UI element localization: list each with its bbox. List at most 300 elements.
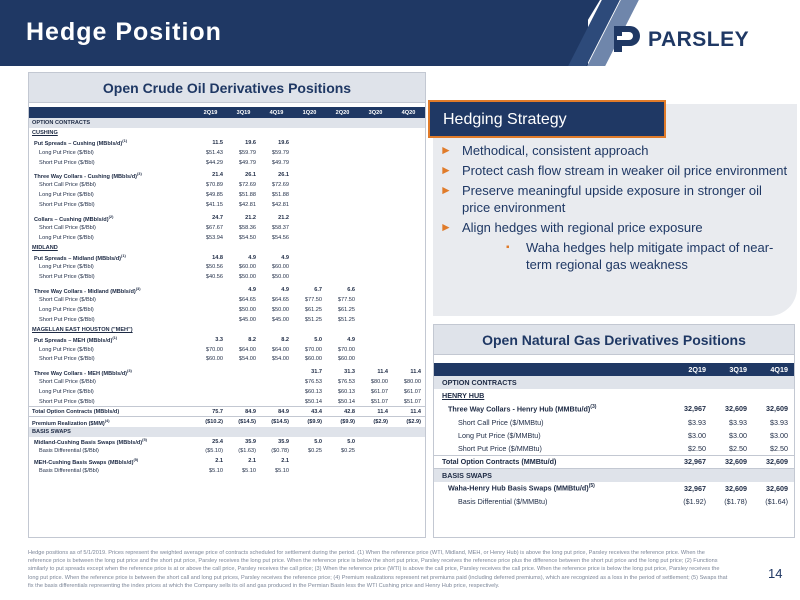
table-cell: $2.50 [688,443,706,453]
table-cell: $60.00 [304,356,322,363]
table-cell: 35.9 [245,438,256,445]
table-cell [392,305,425,315]
table-cell [359,158,392,168]
table-cell [392,295,425,305]
footnote-marker: (1) [121,253,126,259]
table-row [29,377,425,387]
square-bullet-icon: ▪ [506,242,510,253]
column-header: 4Q19 [753,363,794,376]
table-cell [359,354,392,364]
table-row [29,354,425,364]
crude-oil-panel [28,72,426,538]
table-row [29,262,425,272]
footnote-marker: (3) [135,285,141,291]
table-cell: 2.1 [281,458,289,465]
table-cell: 32,967 [671,455,712,468]
table-row [29,417,425,427]
table-cell: 24.7 [212,214,223,221]
table-cell: $59.79 [271,149,289,156]
table-cell: $2.50 [770,443,788,453]
row-label [29,148,194,158]
table-cell: 21.2 [278,214,289,221]
table-cell [194,305,227,315]
table-cell: $64.65 [238,297,256,304]
table-cell: 32,609 [766,483,788,493]
table-cell [293,138,326,148]
table-row [29,345,425,355]
table-cell: 5.0 [314,438,322,445]
table-cell: $49.79 [238,159,256,166]
table-cell: ($9.9) [293,417,326,427]
row-label [29,213,194,223]
table-row [29,190,425,200]
footnote-marker: (5) [588,483,595,490]
table-cell: $50.14 [337,398,355,405]
table-cell: 31.3 [344,369,355,376]
table-cell [359,335,392,345]
table-row [434,416,794,429]
table-cell: $61.25 [337,306,355,313]
table-row [29,170,425,180]
table-cell [392,466,425,476]
table-cell: $40.56 [205,274,223,281]
table-cell: 32,609 [753,455,794,468]
table-cell: $50.00 [238,306,256,313]
row-label-text: Long Put Price ($/Bbl) [39,306,94,313]
logo-wordmark: PARSLEY [648,28,750,51]
row-label-text: MIDLAND [32,244,58,251]
table-cell: 21.2 [245,214,256,221]
crude-oil-table [29,107,425,476]
table-cell [392,345,425,355]
table-row [434,482,794,495]
table-cell [392,456,425,466]
footnote-marker: (5) [133,456,139,462]
table-row [29,253,425,263]
table-cell: $61.25 [304,306,322,313]
table-row [29,128,425,138]
table-cell: $3.93 [688,417,706,427]
table-cell: $45.00 [238,316,256,323]
table-cell: $5.10 [209,468,223,475]
table-cell [392,213,425,223]
table-cell: $2.50 [729,443,747,453]
row-label [434,376,794,389]
table-cell [326,262,359,272]
row-label [29,138,194,148]
table-cell: $64.00 [271,346,289,353]
table-cell: 4.9 [281,254,289,261]
table-cell: 11.4 [377,369,388,376]
table-cell [359,253,392,263]
row-label-text: OPTION CONTRACTS [32,119,91,126]
table-cell [293,253,326,263]
table-cell [392,158,425,168]
row-label-text: Three Way Collars - Henry Hub (MMBtu/d) [448,404,591,414]
strategy-bullet [440,142,788,159]
table-cell: $3.93 [729,417,747,427]
row-label-text: Basis Differential ($/Bbl) [39,448,99,455]
footnote-marker: (3) [136,170,142,176]
table-cell [293,158,326,168]
table-cell: $50.00 [271,306,289,313]
table-row [29,367,425,377]
table-cell: $50.14 [304,398,322,405]
row-label-text: Waha-Henry Hub Basis Swaps (MMBtu/d) [448,483,589,493]
table-row [29,466,425,476]
table-cell: 4.9 [248,287,256,294]
table-cell [359,262,392,272]
table-cell: 11.4 [410,369,421,376]
column-header: 4Q19 [260,107,293,118]
table-cell: 5.0 [347,438,355,445]
gas-header-row [434,363,794,376]
table-row [29,272,425,282]
row-label-text: MEH-Cushing Basis Swaps (MBbls/d) [34,459,134,466]
table-cell: ($10.2) [194,417,227,427]
row-label [29,233,194,243]
natural-gas-table [434,363,794,508]
table-row [29,180,425,190]
column-header: 2Q20 [326,107,359,118]
page-title: Hedge Position [26,18,222,46]
table-cell: 32,967 [684,483,706,493]
table-cell: $64.00 [238,346,256,353]
table-cell [227,377,260,387]
table-row [29,138,425,148]
table-cell: 26.1 [245,172,256,179]
table-cell: $60.00 [238,264,256,271]
table-cell: 5.0 [314,336,322,343]
table-cell [392,262,425,272]
row-label [29,315,194,325]
table-cell: $51.43 [205,149,223,156]
row-label-text: Short Put Price ($/Bbl) [39,316,95,323]
table-cell: $3.00 [688,430,706,440]
column-header: 3Q19 [712,363,753,376]
table-cell [326,138,359,148]
table-cell [293,272,326,282]
table-cell [359,170,392,180]
table-row [29,295,425,305]
table-cell: $3.93 [770,417,788,427]
strategy-bullet-text: Align hedges with regional price exposure [462,220,703,235]
row-label-text: Long Put Price ($/Bbl) [39,149,94,156]
column-header: 4Q20 [392,107,425,118]
row-label [29,325,425,335]
hedging-strategy-list [440,142,788,276]
table-cell [260,397,293,407]
table-cell: $42.81 [238,202,256,209]
table-cell: $49.79 [271,159,289,166]
row-label [29,262,194,272]
triangle-right-icon: ► [440,183,452,197]
footnote-marker: (2) [108,213,114,219]
strategy-bullet [440,219,788,236]
table-cell: 11.4 [359,407,392,417]
natural-gas-panel [433,324,795,538]
table-cell: 21.4 [212,172,223,179]
table-cell [326,158,359,168]
table-row [29,118,425,128]
table-cell [392,335,425,345]
row-label [434,455,671,468]
table-cell: ($0.78) [271,448,289,455]
table-cell [359,315,392,325]
row-label-text: Short Put Price ($/Bbl) [39,398,95,405]
row-label [29,407,194,417]
row-label [29,118,425,128]
table-cell [293,262,326,272]
row-label [434,389,794,402]
row-label-text: Short Put Price ($/MMBtu) [458,443,542,453]
natural-gas-panel-title: Open Natural Gas Derivatives Positions [434,325,794,355]
table-cell [359,437,392,447]
table-cell [293,190,326,200]
table-cell [359,190,392,200]
table-cell: 14.8 [212,254,223,261]
table-cell: ($9.9) [326,417,359,427]
table-cell: $60.13 [337,389,355,396]
table-cell: $77.50 [304,297,322,304]
table-cell [194,397,227,407]
triangle-right-icon: ► [440,143,452,157]
row-label [29,377,194,387]
row-label [434,442,671,455]
row-label [29,305,194,315]
row-label-text: Three Way Collars - Cushing (MBbls/d) [34,173,137,180]
row-label-text: Long Put Price ($/Bbl) [39,389,94,396]
table-cell [359,138,392,148]
table-cell [359,148,392,158]
row-label-text: Total Option Contracts (MMBtu/d) [442,457,557,467]
table-cell: $3.00 [729,430,747,440]
table-cell: 4.9 [248,254,256,261]
strategy-bullet-text: Protect cash flow stream in weaker oil price environment [462,163,788,178]
table-cell: $70.00 [337,346,355,353]
table-cell: ($1.92) [683,496,706,506]
table-cell: $54.00 [271,356,289,363]
table-cell: 31.7 [311,369,322,376]
table-cell [194,367,227,377]
table-cell: $60.00 [271,264,289,271]
row-label-text: HENRY HUB [442,391,485,401]
row-label-text: Put Spreads – MEH (MBbls/d) [34,338,113,345]
row-label [29,295,194,305]
table-row [29,315,425,325]
table-row [29,285,425,295]
row-label-text: Put Spreads – Midland (MBbls/d) [34,255,122,262]
table-cell [260,377,293,387]
table-cell: $61.07 [370,389,388,396]
table-cell: $80.00 [370,379,388,386]
table-cell: $51.25 [304,316,322,323]
row-label [29,397,194,407]
row-label-text: MAGELLAN EAST HOUSTON ("MEH") [32,326,133,333]
table-cell [293,213,326,223]
table-cell: $58.37 [271,224,289,231]
table-cell: $44.29 [205,159,223,166]
table-cell: $60.00 [337,356,355,363]
footnote-marker: (3) [127,367,132,373]
table-cell [392,200,425,210]
row-label [29,345,194,355]
table-cell [260,387,293,397]
table-cell: $3.00 [770,430,788,440]
table-row [29,335,425,345]
row-label-text: Short Call Price ($/Bbl) [39,379,96,386]
page-number: 14 [768,566,783,581]
row-label [29,354,194,364]
table-cell: $51.88 [271,192,289,199]
table-cell [392,315,425,325]
row-label [29,253,194,263]
column-header: 3Q19 [227,107,260,118]
table-cell [326,180,359,190]
table-cell: ($2.9) [392,417,425,427]
table-cell [194,387,227,397]
table-cell [359,200,392,210]
table-cell: $76.53 [304,379,322,386]
row-label-text: Short Put Price ($/Bbl) [39,274,95,281]
table-cell: $60.00 [205,356,223,363]
table-cell: ($1.78) [724,496,747,506]
table-cell [260,367,293,377]
row-label-text: Three Way Collars - Midland (MBbls/d) [34,288,136,295]
table-cell [359,345,392,355]
table-cell: 11.4 [392,407,425,417]
table-cell: 2.1 [248,458,256,465]
footnote-marker: (3) [590,404,597,411]
table-cell: 4.9 [281,287,289,294]
strategy-sub-bullet [440,239,788,273]
table-cell: 84.9 [227,407,260,417]
company-logo [612,24,792,58]
row-label [29,466,194,476]
row-label [29,427,425,437]
table-cell [392,253,425,263]
row-label [29,447,194,457]
table-row [29,447,425,457]
table-cell: $45.00 [271,316,289,323]
row-label-text: Short Put Price ($/Bbl) [39,202,95,209]
row-label [29,223,194,233]
table-cell [326,233,359,243]
table-cell [392,233,425,243]
table-cell [392,354,425,364]
table-cell: 19.6 [245,139,256,146]
table-cell: 84.9 [260,407,293,417]
table-cell: 26.1 [278,172,289,179]
table-cell [194,295,227,305]
table-cell: 8.2 [248,336,256,343]
table-cell [392,138,425,148]
table-cell [359,272,392,282]
table-cell [359,305,392,315]
crude-oil-panel-title: Open Crude Oil Derivatives Positions [29,73,425,103]
table-cell: $51.07 [403,398,421,405]
table-cell [359,180,392,190]
table-cell: $70.00 [205,346,223,353]
strategy-bullet-text: Preserve meaningful upside exposure in stronger oil price environment [462,183,762,215]
footnote-marker: (5) [142,437,147,443]
table-row [29,233,425,243]
hedging-strategy-title: Hedging Strategy [428,100,666,138]
table-row [29,437,425,447]
table-row [434,429,794,442]
table-cell: 42.8 [326,407,359,417]
table-cell [293,466,326,476]
table-cell: $61.07 [403,389,421,396]
row-label [29,387,194,397]
table-cell: $41.15 [205,202,223,209]
table-cell [392,223,425,233]
table-row [29,397,425,407]
column-header: 2Q19 [671,363,712,376]
footnote-marker: (1) [112,335,118,341]
table-cell [392,447,425,457]
row-label-text: BASIS SWAPS [442,470,492,480]
table-cell: $72.69 [238,182,256,189]
table-cell: 32,609 [725,404,747,414]
table-cell [293,148,326,158]
table-cell: ($2.9) [359,417,392,427]
table-cell: $50.00 [238,274,256,281]
table-cell [359,285,392,295]
table-row [29,158,425,168]
table-cell [227,367,260,377]
table-cell: $70.89 [205,182,223,189]
table-row [434,455,794,468]
table-cell [359,447,392,457]
table-cell: 6.7 [314,287,322,294]
table-cell [359,456,392,466]
table-cell [326,456,359,466]
table-cell [359,213,392,223]
table-cell [293,223,326,233]
row-label [29,200,194,210]
table-cell [194,285,227,295]
table-cell [392,437,425,447]
table-row [29,200,425,210]
table-cell: $77.50 [337,297,355,304]
table-cell: $0.25 [308,448,322,455]
table-cell: $80.00 [403,379,421,386]
table-cell [392,272,425,282]
row-label [434,482,671,495]
table-cell [227,397,260,407]
row-label [29,170,194,180]
table-row [29,407,425,417]
table-cell: 4.9 [347,336,355,343]
table-cell [326,466,359,476]
row-label [29,367,194,377]
table-cell [227,387,260,397]
row-label [29,285,194,295]
table-cell: $54.56 [271,234,289,241]
table-row [29,223,425,233]
table-cell [392,285,425,295]
table-cell: $5.10 [275,468,289,475]
row-label [29,243,425,253]
strategy-bullet [440,182,788,216]
oil-header-row [29,107,425,118]
row-label-text: Long Put Price ($/Bbl) [39,192,94,199]
table-cell: 32,967 [684,404,706,414]
table-cell: $53.94 [205,234,223,241]
row-label-text: Short Call Price ($/Bbl) [39,297,96,304]
table-cell [359,223,392,233]
